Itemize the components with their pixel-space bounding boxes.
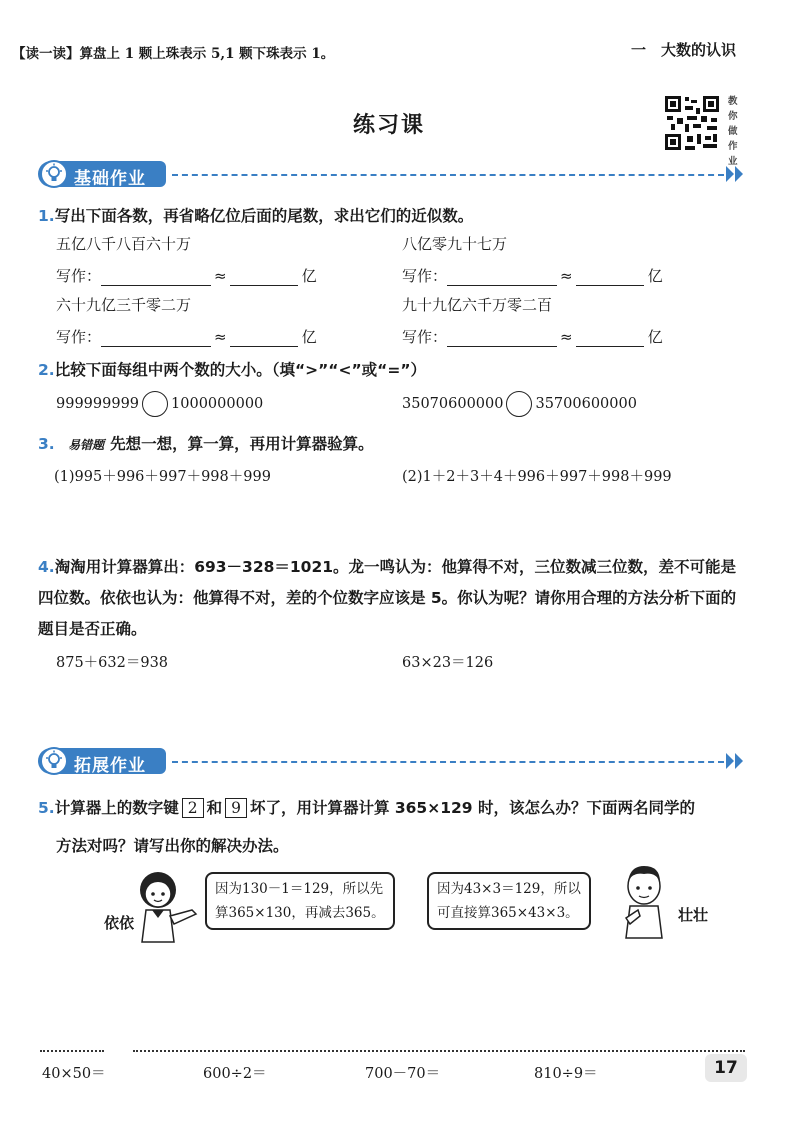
question-3-prompt <box>38 432 374 454</box>
oral-drill-2: 600÷2＝ <box>203 1066 267 1082</box>
compare-left: 999999999 <box>56 396 140 412</box>
qr-code-icon[interactable] <box>663 94 721 152</box>
q2-pair-1 <box>56 391 263 417</box>
q2-pair-2 <box>402 391 637 417</box>
question-5-line-2: 方法对吗？请写出你的解决办法。 <box>56 837 289 855</box>
q1-item-2: 八亿零九十七万 <box>402 235 508 253</box>
reading-tip: 【读一读】算盘上 1 颗上珠表示 5,1 颗下珠表示 1。 <box>12 46 335 62</box>
double-chevron-icon <box>726 753 744 769</box>
write-label: 写作： <box>402 267 448 285</box>
question-text: 和 <box>206 799 223 817</box>
left-speech-bubble <box>205 872 395 930</box>
question-text: 比较下面每组中两个数的大小。（填“>”“<”或“=”） <box>54 361 427 379</box>
approx-sign: ≈ <box>214 328 227 346</box>
unit-label: 亿 <box>301 267 317 285</box>
write-blank[interactable] <box>101 330 211 347</box>
bubble-line: 算365×130，再减去365。 <box>215 905 385 921</box>
qr-caption: 教你做作业 <box>728 96 738 167</box>
q1-item-1: 五亿八千八百六十万 <box>56 235 192 253</box>
question-number: 4. <box>38 558 55 576</box>
compare-right: 1000000000 <box>171 396 264 412</box>
bubble-line: 因为43×3＝129，所以 <box>437 881 581 897</box>
q1-answer-row-3 <box>56 326 317 347</box>
approx-blank[interactable] <box>576 330 644 347</box>
lightbulb-icon <box>40 160 68 188</box>
section-banner-basic <box>38 161 744 189</box>
question-4-text <box>38 552 750 645</box>
right-student-name: 壮壮 <box>678 906 709 924</box>
oral-drill-4: 810÷9＝ <box>534 1066 598 1082</box>
question-number: 2. <box>38 361 55 379</box>
question-5-line-1 <box>38 796 695 818</box>
question-text: 计算器上的数字键 <box>54 799 179 817</box>
page-number: 17 <box>705 1054 747 1082</box>
q1-answer-row-2 <box>402 265 663 286</box>
approx-sign: ≈ <box>560 328 573 346</box>
question-1-prompt <box>38 204 473 226</box>
compare-right: 35700600000 <box>535 396 637 412</box>
dashed-divider <box>172 761 724 763</box>
footer-dotted-line <box>133 1050 745 1052</box>
unit-label: 亿 <box>301 328 317 346</box>
q1-answer-row-1 <box>56 265 317 286</box>
q3-item-1: (1)995＋996＋997＋998＋999 <box>54 469 271 485</box>
question-text: 坏了，用计算器计算 365×129 时，该怎么办？下面两名同学的 <box>249 799 695 817</box>
page-title: 练习课 <box>352 113 425 138</box>
compare-circle[interactable] <box>142 391 168 417</box>
unit-label: 亿 <box>647 267 663 285</box>
q1-item-3: 六十九亿三千零二万 <box>56 296 192 314</box>
approx-blank[interactable] <box>230 330 298 347</box>
left-student-name: 依依 <box>104 914 135 932</box>
bubble-line: 因为130－1＝129，所以先 <box>215 881 384 897</box>
double-chevron-icon <box>726 166 744 182</box>
oral-drill-1: 40×50＝ <box>42 1066 106 1082</box>
q1-item-4: 九十九亿六千万零二百 <box>402 296 553 314</box>
chapter-title: 一 大数的认识 <box>630 41 736 59</box>
compare-left: 35070600000 <box>402 396 504 412</box>
right-speech-bubble <box>427 872 591 930</box>
unit-label: 亿 <box>647 328 663 346</box>
section-banner-extension <box>38 748 744 776</box>
question-text: 淘淘用计算器算出：693－328＝1021。龙一鸣认为：他算得不对，三位数减三位数，差不可能是四位数。依依也认为：他算得不对，差的个位数字应该是 5。你认为呢？请你用合理的方法分析下面的题目是否正确。 <box>38 558 737 638</box>
write-label: 写作： <box>56 267 102 285</box>
oral-drill-3: 700－70＝ <box>365 1066 441 1082</box>
dashed-divider <box>172 174 724 176</box>
boy-illustration <box>616 862 672 940</box>
girl-illustration <box>134 868 204 946</box>
question-number: 1. <box>38 207 55 225</box>
approx-blank[interactable] <box>576 269 644 286</box>
question-text: 写出下面各数，再省略亿位后面的尾数，求出它们的近似数。 <box>54 207 474 225</box>
write-blank[interactable] <box>101 269 211 286</box>
write-label: 写作： <box>56 328 102 346</box>
question-text: 先想一想，算一算，再用计算器验算。 <box>110 435 374 453</box>
question-number: 5. <box>38 799 55 817</box>
question-2-prompt <box>38 358 426 380</box>
write-blank[interactable] <box>447 269 557 286</box>
lightbulb-icon <box>40 747 68 775</box>
q4-item-2: 63×23＝126 <box>402 655 494 671</box>
section-label: 拓展作业 <box>74 756 146 776</box>
error-prone-tag: 易错题 <box>68 438 105 452</box>
digit-key-9: 9 <box>225 798 247 818</box>
question-number: 3. <box>38 435 55 453</box>
q3-item-2: (2)1＋2＋3＋4＋996＋997＋998＋999 <box>402 469 672 485</box>
approx-sign: ≈ <box>214 267 227 285</box>
q4-item-1: 875＋632＝938 <box>56 655 169 671</box>
section-label: 基础作业 <box>74 169 146 189</box>
approx-blank[interactable] <box>230 269 298 286</box>
digit-key-2: 2 <box>182 798 204 818</box>
footer-dotted-line <box>40 1050 104 1052</box>
write-label: 写作： <box>402 328 448 346</box>
write-blank[interactable] <box>447 330 557 347</box>
compare-circle[interactable] <box>506 391 532 417</box>
approx-sign: ≈ <box>560 267 573 285</box>
q1-answer-row-4 <box>402 326 663 347</box>
bubble-line: 可直接算365×43×3。 <box>437 905 579 921</box>
